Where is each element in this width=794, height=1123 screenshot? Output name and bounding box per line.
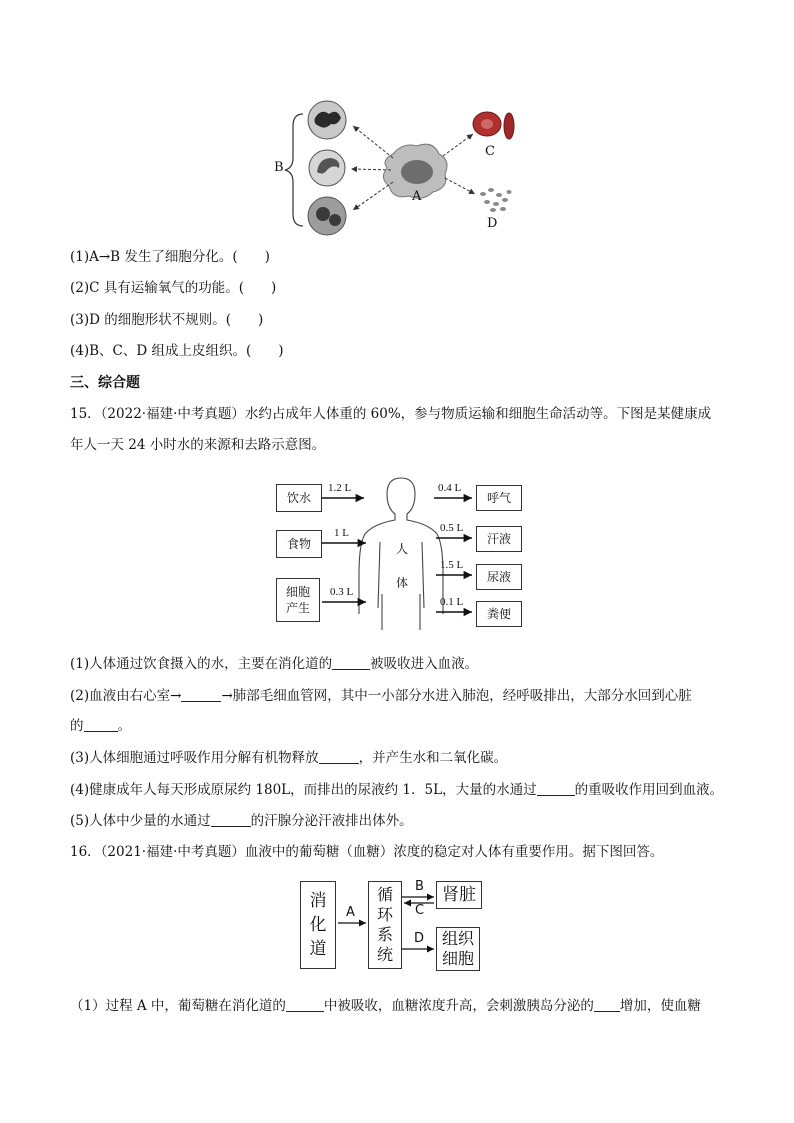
q15-q1-text-a: (1)人体通过饮食摄入的水，主要在消化道的 <box>70 656 333 672</box>
output-box-sweat: 汗液 <box>476 526 522 552</box>
answer-blank[interactable] <box>84 717 118 732</box>
q15-q4-text-a: (4)健康成年人每天形成原尿约 180L，而排出的尿液约 1．5L，大量的水通过 <box>70 782 537 798</box>
digestive-tract-box: 消化道 <box>300 881 336 969</box>
output-box-feces: 粪便 <box>476 601 522 627</box>
source-box-food: 食物 <box>276 530 322 558</box>
q15-intro-line1: 15．（2022·福建·中考真题）水约占成年人体重的 60%，参与物质运输和细胞生命活动等。下图是某健康成 <box>70 406 712 422</box>
q16-q1-text-b: 中被吸收，血糖浓度升高，会刺激胰岛分泌的 <box>323 998 594 1014</box>
q14-statement-1: (1)A→B 发生了细胞分化。( ) <box>70 249 270 265</box>
q16-intro: 16．（2021·福建·中考真题）血液中的葡萄糖（血糖）浓度的稳定对人体有重要作用。据下图回答。 <box>70 844 664 860</box>
answer-blank[interactable] <box>594 997 620 1012</box>
amount-food: 1 L <box>334 527 349 539</box>
eosinophil-cell <box>308 197 346 235</box>
amount-cell: 0.3 L <box>330 586 354 598</box>
q15-q2-text-d: 。 <box>117 718 131 734</box>
body-label-2: 体 <box>396 576 409 590</box>
q15-question-5 <box>70 811 413 831</box>
label-c: C <box>485 144 495 159</box>
q15-q4-text-b: 的重吸收作用回到血液。 <box>574 782 724 798</box>
label-d: D <box>487 216 498 231</box>
q15-question-2-cont <box>70 716 131 736</box>
answer-blank[interactable] <box>181 687 221 702</box>
amount-urine: 1.5 L <box>440 559 464 571</box>
neutrophil-cell <box>308 101 346 139</box>
q15-question-3 <box>70 748 507 768</box>
q16-question-1 <box>70 996 701 1016</box>
label-b: B <box>415 879 424 894</box>
answer-blank[interactable] <box>537 781 575 796</box>
label-b: B <box>274 160 284 175</box>
platelets-d <box>480 188 512 212</box>
q16-q1-text-c: 增加，使血糖 <box>619 998 701 1014</box>
brace-b <box>285 114 303 226</box>
output-box-urine: 尿液 <box>476 564 522 590</box>
label-a: A <box>412 189 422 204</box>
q15-intro-line2: 年人一天 24 小时水的来源和去路示意图。 <box>70 437 326 453</box>
answer-blank[interactable] <box>332 655 370 670</box>
q15-q3-text-b: ，并产生水和二氧化碳。 <box>358 750 508 766</box>
q15-question-1 <box>70 654 478 674</box>
body-label-1: 人 <box>396 542 409 556</box>
amount-feces: 0.1 L <box>440 596 464 608</box>
q15-q2-text-b: →肺部毛细血管网，其中一小部分水进入肺泡，经呼吸排出，大部分水回到心脏 <box>221 688 692 704</box>
q15-q5-text-a: (5)人体中少量的水通过 <box>70 813 211 829</box>
answer-blank[interactable] <box>319 749 359 764</box>
kidney-box: 肾脏 <box>436 881 482 909</box>
q15-q2-text-a: (2)血液由右心室→ <box>70 688 182 704</box>
monocyte-cell <box>309 150 345 186</box>
q15-q2-text-c: 的 <box>70 718 84 734</box>
amount-sweat: 0.5 L <box>440 522 464 534</box>
label-d: D <box>414 931 425 946</box>
amount-breath: 0.4 L <box>438 482 462 494</box>
label-a: A <box>346 905 355 920</box>
circulatory-system-box: 循环系统 <box>368 881 402 969</box>
answer-blank[interactable] <box>211 812 251 827</box>
output-box-breath: 呼气 <box>476 485 522 511</box>
q15-question-2 <box>70 686 692 706</box>
q15-question-4 <box>70 780 723 800</box>
q14-statement-4: (4)B、C、D 组成上皮组织。( ) <box>70 343 284 359</box>
q15-q5-text-b: 的汗腺分泌汗液排出体外。 <box>250 813 413 829</box>
tissue-cell-box: 组织细胞 <box>436 927 480 971</box>
water-diagram <box>276 474 526 630</box>
q14-statement-3: (3)D 的细胞形状不规则。( ) <box>70 312 264 328</box>
label-c: C <box>415 903 425 918</box>
cell-diagram <box>265 96 535 236</box>
amount-drink: 1.2 L <box>328 482 352 494</box>
red-blood-cells-c <box>473 112 514 139</box>
q15-q3-text-a: (3)人体细胞通过呼吸作用分解有机物释放 <box>70 750 319 766</box>
q14-statement-2: (2)C 具有运输氧气的功能。( ) <box>70 280 277 296</box>
source-box-cell: 细胞产生 <box>276 578 320 622</box>
source-box-drink: 饮水 <box>276 484 322 512</box>
section-title: 三、综合题 <box>70 375 140 391</box>
glucose-diagram <box>300 877 490 973</box>
q15-q1-text-b: 被吸收进入血液。 <box>370 656 479 672</box>
cell-diagram-svg <box>265 96 535 236</box>
answer-blank[interactable] <box>286 997 324 1012</box>
q16-q1-text-a: （1）过程 A 中，葡萄糖在消化道的 <box>70 998 286 1014</box>
